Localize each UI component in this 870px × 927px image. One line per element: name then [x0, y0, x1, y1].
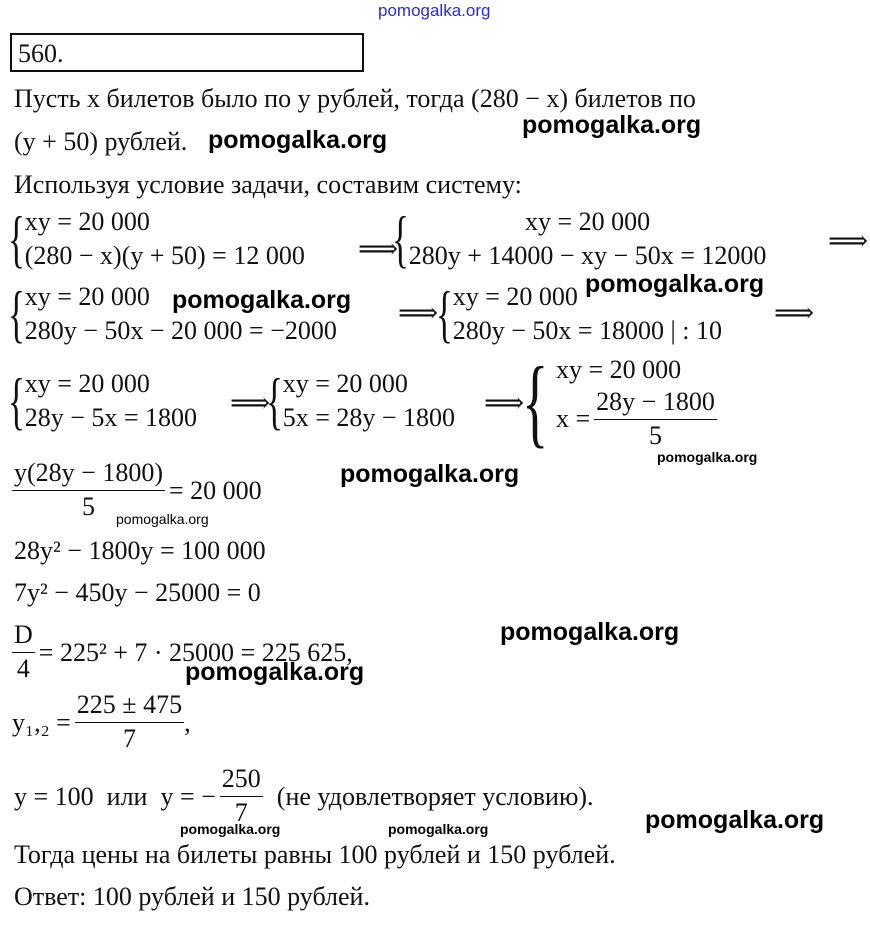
conclusion: Тогда цены на билеты равны 100 рублей и 150 рублей.: [14, 840, 616, 869]
system-7: [522, 346, 717, 457]
solution-text: y = 100 или y = −: [14, 781, 216, 811]
equation: 280y − 50x − 20 000 = −2000: [24, 316, 337, 345]
equation: xy = 20 000: [524, 207, 651, 236]
intro-line-1: Пусть x билетов было по y рублей, тогда (280 − x) билетов по: [14, 84, 696, 113]
denominator: 7: [234, 798, 248, 827]
answer: Ответ: 100 рублей и 150 рублей.: [14, 882, 370, 911]
system-2: [392, 205, 766, 273]
watermark: pomogalka.org: [522, 111, 702, 139]
brace: {: [8, 365, 25, 436]
watermark: pomogalka.org: [340, 460, 520, 488]
roots: [12, 690, 191, 755]
watermark: pomogalka.org: [185, 658, 365, 686]
denominator: 7: [122, 724, 136, 753]
brace: {: [8, 278, 25, 349]
watermark: pomogalka.org: [378, 1, 491, 20]
fraction: [594, 387, 717, 452]
numerator: 28y − 1800: [594, 387, 717, 420]
equation: 28y − 5x = 1800: [24, 403, 198, 432]
equation: xy = 20 000: [24, 369, 150, 398]
intro-line-2: (y + 50) рублей.: [14, 127, 188, 156]
implies-arrow: ⟹: [774, 298, 815, 329]
denominator: 5: [649, 420, 662, 450]
brace: {: [266, 365, 283, 436]
equation: (280 − x)(y + 50) = 12 000: [24, 241, 305, 270]
numerator: 250: [220, 764, 263, 797]
equation: xy = 20 000: [452, 282, 578, 311]
implies-arrow: ⟹: [828, 226, 869, 257]
solution: [14, 764, 594, 829]
equation: 7y² − 450y − 25000 = 0: [14, 578, 261, 607]
equation: 5x = 28y − 1800: [282, 403, 456, 432]
watermark: pomogalka.org: [657, 449, 758, 465]
equation: 28y² − 1800y = 100 000: [14, 536, 266, 565]
system-5: [8, 367, 197, 435]
equation: xy = 20 000: [24, 282, 150, 311]
implies-arrow: ⟹: [398, 298, 439, 329]
equation: xy = 20 000: [282, 369, 408, 398]
system-1: [8, 205, 305, 273]
brace: {: [392, 203, 409, 274]
equation: 280y − 50x = 18000 | : 10: [452, 316, 722, 345]
watermark: pomogalka.org: [180, 821, 281, 837]
equation-lhs: x =: [556, 404, 591, 433]
numerator: 225 ± 475: [75, 690, 184, 723]
comma: ,: [184, 707, 191, 737]
implies-arrow: ⟹: [484, 388, 525, 419]
brace: {: [8, 203, 25, 274]
watermark: pomogalka.org: [645, 806, 825, 834]
equation: 280y + 14000 − xy − 50x = 12000: [408, 241, 767, 270]
numerator: D: [12, 620, 35, 653]
watermark: pomogalka.org: [585, 270, 765, 298]
brace: {: [436, 278, 453, 349]
brace: {: [522, 346, 549, 457]
equation: xy = 20 000: [556, 354, 682, 384]
equation-rhs: = 20 000: [168, 475, 262, 505]
problem-number-box: [10, 33, 364, 72]
watermark: pomogalka.org: [500, 618, 680, 646]
watermark: pomogalka.org: [208, 126, 388, 154]
equation: xy = 20 000: [24, 207, 150, 236]
watermark: pomogalka.org: [116, 511, 209, 527]
watermark: pomogalka.org: [172, 286, 352, 314]
denominator: 5: [81, 492, 95, 521]
implies-arrow: ⟹: [358, 234, 399, 265]
numerator: y(28y − 1800): [12, 458, 165, 491]
equation-rhs: = 225² + 7 · 25000 = 225 625,: [38, 637, 353, 667]
system-6: [266, 367, 455, 435]
implies-arrow: ⟹: [230, 388, 271, 419]
problem-number: 560.: [18, 39, 64, 68]
equation-lhs: y₁,₂ =: [12, 707, 71, 737]
prompt-text: Используя условие задачи, составим систему:: [14, 170, 522, 199]
watermark: pomogalka.org: [388, 821, 489, 837]
solution-note: (не удовлетворяет условию).: [276, 781, 594, 811]
denominator: 4: [16, 654, 30, 683]
